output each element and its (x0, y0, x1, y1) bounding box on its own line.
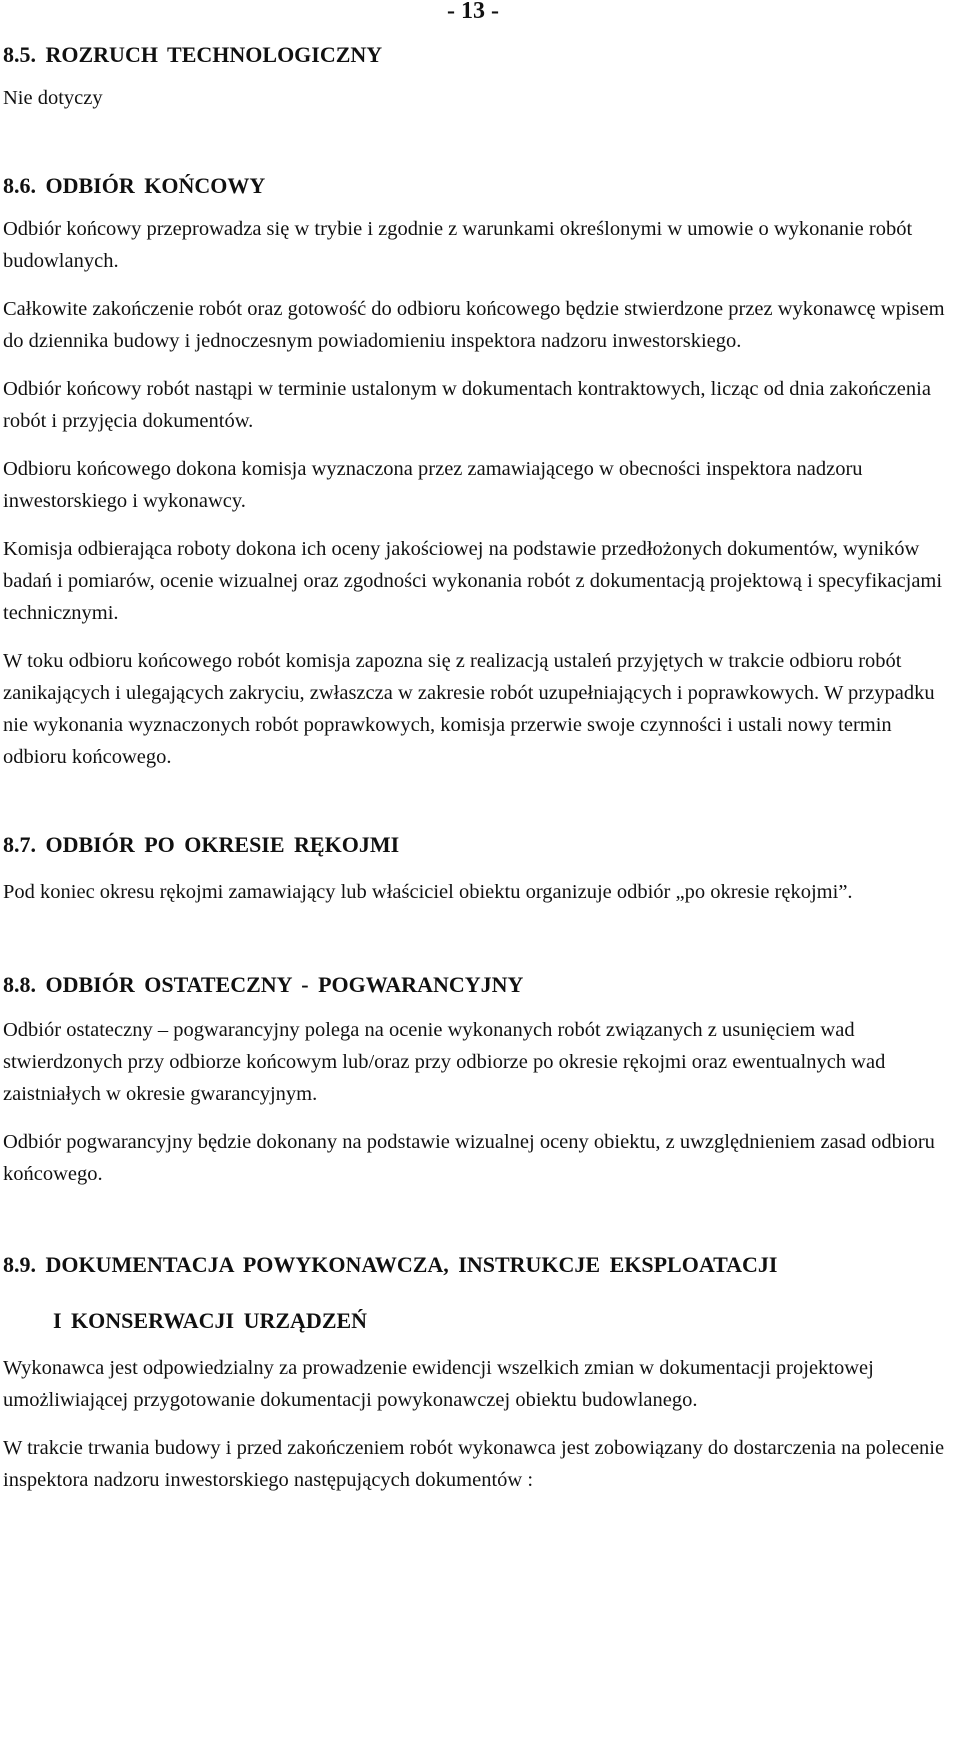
section-heading-8-9: 8.9. DOKUMENTACJA POWYKONAWCZA, INSTRUKCJE EKSPLOATACJI (3, 1252, 778, 1277)
page-number: - 13 - (447, 0, 499, 24)
section-8-9-paragraph-2: W trakcie trwania budowy i przed zakończeniem robót wykonawca jest zobowiązany do dostarczenia na polecenie inspektora nadzoru inwestorskiego następujących dokumentów : (3, 1437, 945, 1491)
section-8-9-paragraph-1: Wykonawca jest odpowiedzialny za prowadzenie ewidencji wszelkich zmian w dokumentacji projektowej umożliwiającej przygotowanie dokumentacji powykonawczej obiektu budowlanego. (3, 1357, 874, 1411)
section-heading-8-9-continuation: I KONSERWACJI URZĄDZEŃ (53, 1308, 368, 1333)
section-8-5-paragraph: Nie dotyczy (3, 87, 103, 109)
section-8-6-paragraph-5: Komisja odbierająca roboty dokona ich oceny jakościowej na podstawie przedłożonych dokumentów, wyników badań i pomiarów, ocenie wizualnej oraz zgodności wykonania robót z dokumentacją projektową i specyfikacjami technicznymi. (3, 538, 943, 624)
section-heading-8-5: 8.5. ROZRUCH TECHNOLOGICZNY (3, 42, 383, 67)
section-heading-8-7: 8.7. ODBIÓR PO OKRESIE RĘKOJMI (3, 832, 400, 857)
section-8-6-paragraph-4: Odbioru końcowego dokona komisja wyznaczona przez zamawiającego w obecności inspektora nadzoru inwestorskiego i wykonawcy. (3, 458, 863, 512)
section-8-6-paragraph-3: Odbiór końcowy robót nastąpi w terminie ustalonym w dokumentach kontraktowych, licząc od dnia zakończenia robót i przyjęcia dokumentów. (3, 378, 931, 432)
section-8-8-paragraph-1: Odbiór ostateczny – pogwarancyjny polega na ocenie wykonanych robót związanych z usunięciem wad stwierdzonych przy odbiorze końcowym lub/oraz przy odbiorze po okresie rękojmi oraz ewentualnych wad zaistniałych w okresie gwarancyjnym. (3, 1019, 886, 1105)
section-8-6-paragraph-2: Całkowite zakończenie robót oraz gotowość do odbioru końcowego będzie stwierdzone przez wykonawcę wpisem do dziennika budowy i jednoczesnym powiadomieniu inspektora nadzoru inwestorskiego. (3, 298, 945, 352)
section-heading-8-6: 8.6. ODBIÓR KOŃCOWY (3, 173, 266, 198)
section-8-7-paragraph: Pod koniec okresu rękojmi zamawiający lub właściciel obiektu organizuje odbiór „po okresie rękojmi”. (3, 881, 853, 903)
section-heading-8-8: 8.8. ODBIÓR OSTATECZNY - POGWARANCYJNY (3, 972, 524, 997)
section-8-6-paragraph-6: W toku odbioru końcowego robót komisja zapozna się z realizacją ustaleń przyjętych w trakcie odbioru robót zanikających i ulegających zakryciu, zwłaszcza w zakresie robót uzupełniających i poprawkowych. W przypadku nie wykonania wyznaczonych robót poprawkowych, komisja przerwie swoje czynności i ustali nowy termin odbioru końcowego. (3, 650, 935, 768)
section-8-8-paragraph-2: Odbiór pogwarancyjny będzie dokonany na podstawie wizualnej oceny obiektu, z uwzględnieniem zasad odbioru końcowego. (3, 1131, 935, 1185)
document-content (3, 40, 953, 1496)
section-8-6-paragraph-1: Odbiór końcowy przeprowadza się w trybie i zgodnie z warunkami określonymi w umowie o wykonanie robót budowlanych. (3, 218, 913, 272)
